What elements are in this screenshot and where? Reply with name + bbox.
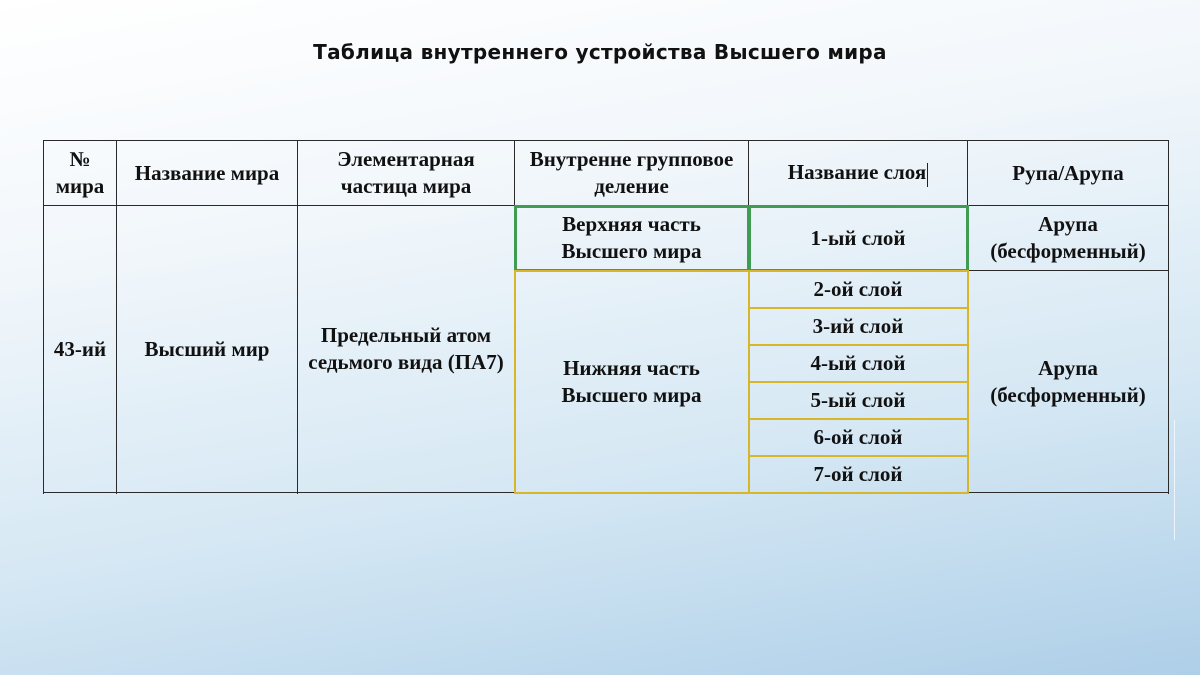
cell-elementary-particle: Предельный атом седьмого вида (ПА7): [298, 206, 515, 493]
world-structure-table: [43, 140, 1169, 493]
header-layer-name: [749, 141, 968, 206]
cell-layer-2: 2-ой слой: [749, 271, 968, 308]
header-elementary-particle: Элементарная частица мира: [298, 141, 515, 206]
cell-upper-part: Верхняя часть Высшего мира: [515, 206, 749, 271]
header-rupa-arupa: Рупа/Арупа: [968, 141, 1169, 206]
cell-world-number: 43-ий: [44, 206, 117, 493]
header-group-division: Внутренне групповое деление: [515, 141, 749, 206]
text-caret: [927, 163, 928, 187]
header-world-number: № мира: [44, 141, 117, 206]
cell-layer-6: 6-ой слой: [749, 419, 968, 456]
header-layer-name-label: Название слоя: [787, 160, 927, 185]
cell-lower-rupa: Арупа (бесформенный): [968, 271, 1169, 493]
cell-upper-rupa: Арупа (бесформенный): [968, 206, 1169, 271]
table-header-row: [44, 141, 1169, 206]
cell-world-name: Высший мир: [117, 206, 298, 493]
cell-layer-3: 3-ий слой: [749, 308, 968, 345]
table-row: [44, 206, 1169, 271]
header-world-name: Название мира: [117, 141, 298, 206]
decorative-edge-line: [1174, 420, 1175, 540]
page-title: Таблица внутреннего устройства Высшего мира: [313, 40, 887, 64]
cell-layer-7: 7-ой слой: [749, 456, 968, 493]
cell-lower-part: Нижняя часть Высшего мира: [515, 271, 749, 493]
cell-layer-4: 4-ый слой: [749, 345, 968, 382]
cell-layer-5: 5-ый слой: [749, 382, 968, 419]
cell-layer-1: 1-ый слой: [749, 206, 968, 271]
